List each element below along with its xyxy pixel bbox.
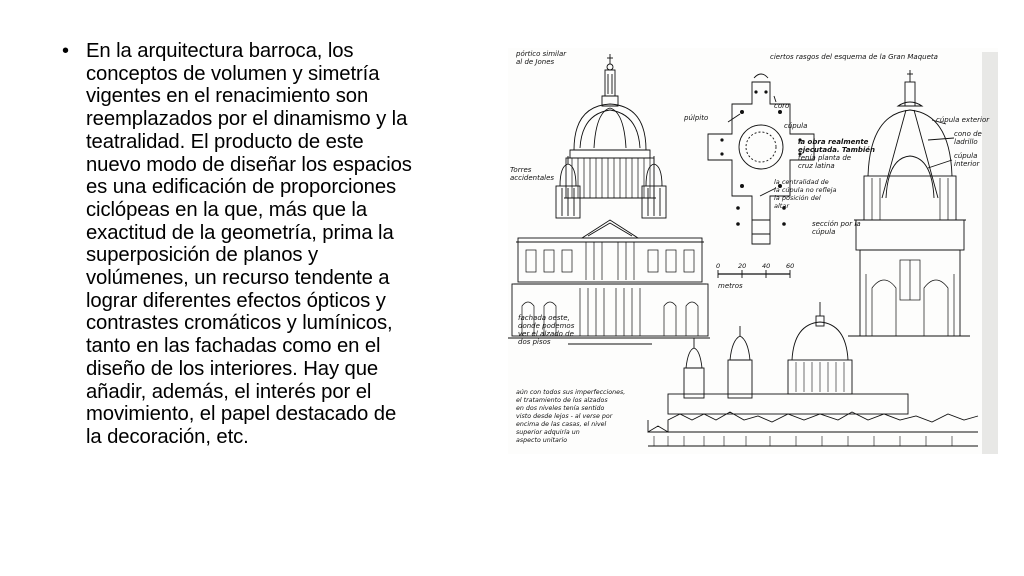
bullet-line: vigentes en el renacimiento son (86, 85, 369, 108)
bullet-line: es una edificación de proporciones (86, 176, 397, 199)
annotation-portico: pórtico similar (516, 50, 567, 58)
bullet-paragraph (86, 40, 412, 449)
architecture-sketch-figure (508, 48, 998, 454)
annotation-centralidad-4: altar (774, 202, 789, 210)
annotation-jones: al de Jones (516, 58, 555, 66)
bullet-line: movimiento, el papel destacado de (86, 403, 397, 426)
bullet-dot-icon: • (62, 40, 70, 62)
bullet-line: tanto en las fachadas como en el (86, 335, 381, 358)
annotation-aun-3: en dos niveles tenía sentido (516, 405, 605, 412)
annotation-aun-7: aspecto unitario (516, 437, 568, 444)
bullet-line: añadir, además, el interés por el (86, 380, 372, 403)
annotation-cupula: cúpula (784, 122, 808, 130)
sketch-svg (508, 48, 998, 454)
annotation-pulpito: púlpito (684, 114, 709, 122)
annotation-cupula-interior-2: interior (954, 160, 980, 168)
annotation-obra-1: la obra realmente (798, 138, 869, 146)
annotation-obra-2: ejecutada. También (798, 146, 876, 154)
annotation-torres-2: accidentales (510, 174, 555, 182)
bullet-line: teatralidad. El producto de este (86, 130, 364, 153)
annotation-cono-1: cono de (954, 130, 982, 138)
annotation-fachada-2: donde podemos (518, 322, 575, 330)
annotation-centralidad-2: la cúpula no refleja (774, 186, 837, 194)
bullet-line: lograr diferentes efectos ópticos y (86, 289, 386, 312)
annotation-cupula-interior-1: cúpula (954, 152, 978, 160)
annotation-aun-1: aún con todos sus imperfecciones, (516, 389, 626, 396)
annotation-seccion-1: sección por la (812, 220, 861, 228)
scale-label-metros: metros (718, 282, 743, 290)
annotation-aun-6: superior adquiría un (516, 429, 580, 436)
figure-edge-shadow (982, 52, 998, 454)
bullet-line: reemplazados por el dinamismo y la (86, 108, 408, 131)
annotation-fachada-1: fachada oeste, (518, 314, 570, 322)
scale-label-40: 40 (762, 262, 771, 270)
annotation-aun-5: encima de las casas, el nivel (516, 421, 607, 428)
annotation-aun-2: el tratamiento de los alzados (516, 397, 608, 404)
bullet-line: contrastes cromáticos y lumínicos, (86, 312, 393, 335)
annotation-fachada-3: ver el alzado de (518, 330, 574, 338)
annotation-esquema: ciertos rasgos del esquema de la Gran Maqueta (770, 53, 938, 61)
bullet-line: la decoración, etc. (86, 425, 249, 448)
bullet-list (62, 40, 492, 449)
bullet-item (62, 40, 492, 449)
bullet-line: superposición de planos y (86, 244, 319, 267)
annotation-cono-2: ladrillo (954, 138, 978, 146)
scale-label-20: 20 (738, 262, 747, 270)
annotation-fachada-4: dos pisos (518, 338, 551, 346)
scale-label-60: 60 (786, 262, 795, 270)
annotation-centralidad-1: la centralidad de (774, 178, 829, 186)
annotation-obra-4: cruz latina (798, 162, 835, 170)
bullet-line: exactitud de la geometría, prima la (86, 221, 394, 244)
scale-label-0: 0 (716, 262, 721, 270)
bullet-line: diseño de los interiores. Hay que (86, 357, 379, 380)
bullet-line: nuevo modo de diseñar los espacios (86, 153, 412, 176)
annotation-coro: coro (774, 102, 790, 110)
annotation-aun-4: visto desde lejos - al verse por (516, 413, 613, 420)
bullet-line: ciclópeas en la que, más que la (86, 198, 368, 221)
bullet-line: volúmenes, un recurso tendente a (86, 267, 390, 290)
bullet-line: conceptos de volumen y simetría (86, 62, 380, 85)
annotation-centralidad-3: la posición del (774, 194, 821, 202)
bullet-line: En la arquitectura barroca, los (86, 40, 354, 62)
annotation-seccion-2: cúpula (812, 228, 836, 236)
annotation-cupula-exterior: cúpula exterior (936, 116, 990, 124)
annotation-torres-1: Torres (510, 166, 532, 174)
annotation-obra-3: tenía planta de (798, 154, 852, 162)
